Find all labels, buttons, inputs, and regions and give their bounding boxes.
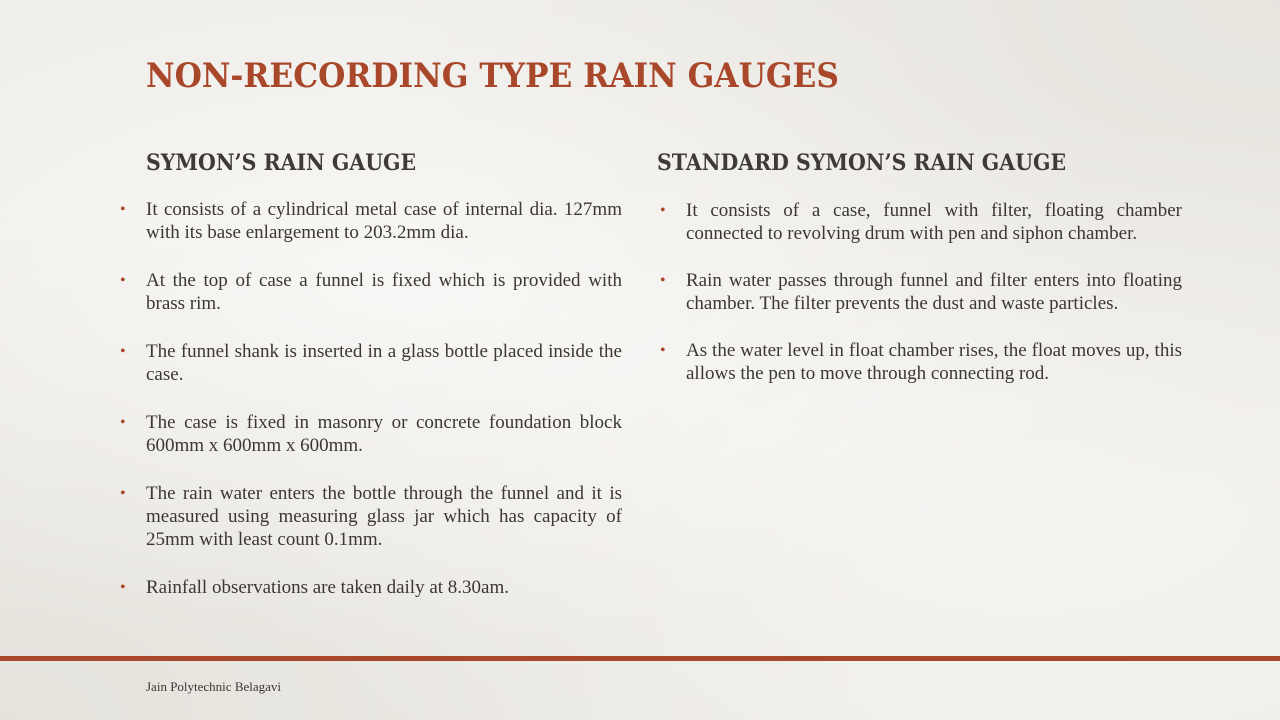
bullet-text: The funnel shank is inserted in a glass bottle placed inside the case. [146, 341, 622, 385]
bullet-item [120, 340, 622, 386]
bullet-text: At the top of case a funnel is fixed which is provided with brass rim. [146, 270, 622, 314]
bullet-icon: • [120, 485, 126, 502]
bullet-text: As the water level in float chamber rises, the float moves up, this allows the pen to move through connecting rod. [686, 340, 1182, 384]
bullet-item [120, 411, 622, 457]
bullet-icon: • [120, 414, 126, 431]
right-column [657, 150, 1182, 409]
bullet-text: It consists of a case, funnel with filter, floating chamber connected to revolving drum with pen and siphon chamber. [686, 200, 1182, 244]
left-column-heading: SYMON’S RAIN GAUGE [146, 150, 417, 176]
bullet-text: The case is fixed in masonry or concrete foundation block 600mm x 600mm x 600mm. [146, 412, 622, 456]
bullet-item [120, 269, 622, 315]
left-column [120, 150, 622, 624]
right-column-heading: STANDARD SYMON’S RAIN GAUGE [657, 150, 1067, 176]
footer-text: Jain Polytechnic Belagavi [146, 679, 282, 694]
bullet-icon: • [120, 343, 126, 360]
bullet-item [120, 198, 622, 244]
bullet-item [120, 482, 622, 551]
bullet-item [657, 339, 1182, 385]
bullet-icon: • [120, 579, 126, 596]
bullet-text: The rain water enters the bottle through the funnel and it is measured using measuring glass jar which has capacity of 25mm with least count 0.1mm. [146, 483, 622, 550]
bullet-text: Rain water passes through funnel and filter enters into floating chamber. The filter prevents the dust and waste particles. [686, 270, 1182, 314]
bullet-icon: • [120, 201, 126, 218]
bullet-item [120, 576, 622, 599]
bullet-item [657, 199, 1182, 245]
left-bullet-list [120, 198, 622, 599]
bullet-icon: • [660, 342, 666, 359]
bullet-icon: • [660, 272, 666, 289]
right-bullet-list [657, 199, 1182, 385]
bullet-icon: • [120, 272, 126, 289]
slide-title: NON-RECORDING TYPE RAIN GAUGES [146, 56, 839, 96]
bullet-item [657, 269, 1182, 315]
bullet-text: It consists of a cylindrical metal case of internal dia. 127mm with its base enlargement to 203.2mm dia. [146, 199, 622, 243]
bullet-text: Rainfall observations are taken daily at 8.30am. [146, 577, 509, 598]
bullet-icon: • [660, 202, 666, 219]
footer-divider [0, 656, 1280, 661]
